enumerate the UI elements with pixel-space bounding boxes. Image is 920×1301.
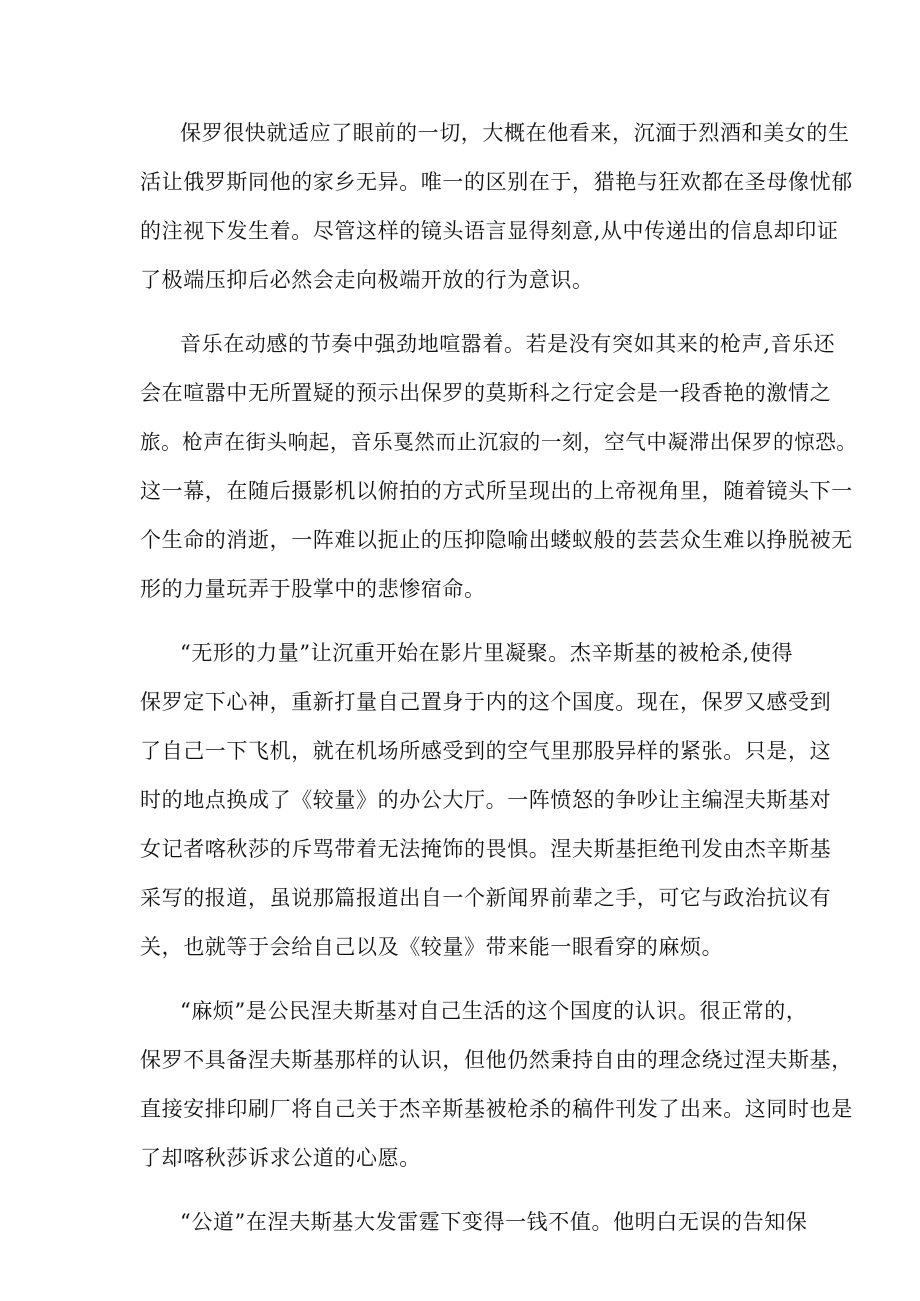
text-line: 的注视下发生着。尽管这样的镜头语言显得刻意,从中传递出的信息却印证	[140, 219, 839, 243]
text-line: 了极端压抑后必然会走向极端开放的行为意识。	[140, 268, 594, 292]
text-line: 会在喧嚣中无所置疑的预示出保罗的莫斯科之行定会是一段香艳的激情之	[140, 381, 832, 405]
text-line: 音乐在动感的节奏中强劲地喧嚣着。若是没有突如其来的枪声,音乐还	[180, 332, 836, 356]
text-line: 保罗不具备涅夫斯基那样的认识，但他仍然秉持自由的理念绕过涅夫斯基，	[140, 1048, 853, 1072]
text-line: 采写的报道，虽说那篇报道出自一个新闻界前辈之手，可它与政治抗议有	[140, 886, 832, 910]
text-line: 保罗很快就适应了眼前的一切，大概在他看来，沉湎于烈酒和美女的生	[180, 121, 850, 145]
text-line: 了却喀秋莎诉求公道的心愿。	[140, 1146, 421, 1170]
text-line: 了自己一下飞机，就在机场所感受到的空气里那股异样的紧张。只是，这	[140, 739, 832, 763]
text-line: 个生命的消逝，一阵难以扼止的压抑隐喻出蝼蚁般的芸芸众生难以挣脱被无	[140, 528, 853, 552]
text-line: “公道”在涅夫斯基大发雷霆下变得一钱不值。他明白无误的告知保	[180, 1210, 808, 1234]
text-line: “麻烦”是公民涅夫斯基对自己生活的这个国度的认识。很正常的，	[180, 999, 808, 1023]
text-line: “无形的力量”让沉重开始在影片里凝聚。杰辛斯基的被枪杀,使得	[180, 641, 794, 665]
text-line: 活让俄罗斯同他的家乡无异。唯一的区别在于，猎艳与狂欢都在圣母像忧郁	[140, 170, 853, 194]
text-line: 形的力量玩弄于股掌中的悲惨宿命。	[140, 577, 486, 601]
text-line: 关，也就等于会给自己以及《较量》带来能一眼看穿的麻烦。	[140, 935, 724, 959]
text-line: 女记者喀秋莎的斥骂带着无法掩饰的畏惧。涅夫斯基拒绝刊发由杰辛斯基	[140, 837, 832, 861]
text-line: 保罗定下心神，重新打量自己置身于内的这个国度。现在，保罗又感受到	[140, 690, 832, 714]
text-line: 这一幕，在随后摄影机以俯拍的方式所呈现出的上帝视角里，随着镜头下一	[140, 479, 853, 503]
text-line: 直接安排印刷厂将自己关于杰辛斯基被枪杀的稿件刊发了出来。这同时也是	[140, 1097, 853, 1121]
text-line: 时的地点换成了《较量》的办公大厅。一阵愤怒的争吵让主编涅夫斯基对	[140, 788, 832, 812]
text-line: 旅。枪声在街头响起，音乐戛然而止沉寂的一刻，空气中凝滞出保罗的惊恐。	[140, 430, 858, 454]
